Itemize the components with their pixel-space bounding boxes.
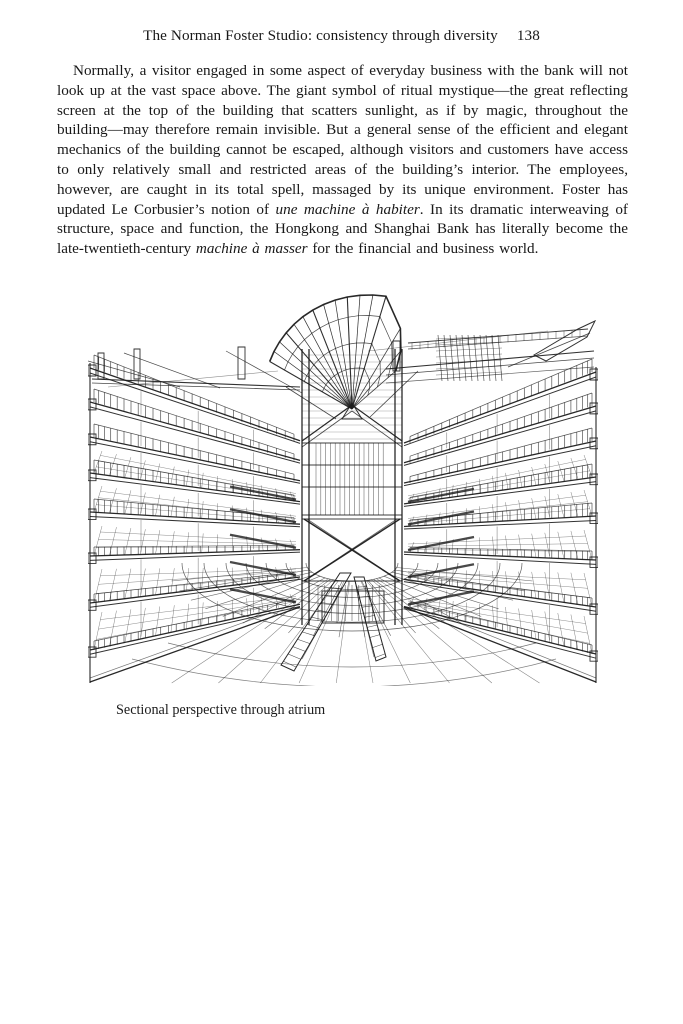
page-header	[0, 27, 683, 45]
italic-phrase: une machine à habiter	[275, 200, 420, 218]
figure-caption: Sectional perspective through atrium	[116, 702, 326, 718]
figure	[88, 291, 598, 719]
text-run: . In its dramatic interweaving of structure, space and function, the Hongkong and Shanghai Bank has literally become the late-twentieth-century	[57, 200, 628, 258]
sectional-perspective-drawing	[88, 291, 598, 686]
running-title: The Norman Foster Studio: consistency through diversity	[143, 27, 498, 44]
page-number: 138	[516, 27, 540, 44]
body-paragraph	[57, 61, 628, 259]
text-run: for the financial and business world.	[307, 240, 539, 258]
text-run: Normally, a visitor engaged in some aspect of everyday business with the bank will not look up at the vast space above. The giant symbol of ritual mystique—the great reflecting screen at the top of the building that scatters sunlight, as if by magic, throughout the building—may therefore remain invisible. But a general sense of the efficient and elegant mechanics of the building cannot be escaped, although visitors and customers have access to only relatively small and restricted areas of the building’s interior. The employees, however, are caught in its total spell, massaged by its unique environment. Foster has updated Le Corbusier’s notion of	[57, 62, 628, 218]
italic-phrase: machine à masser	[195, 240, 308, 258]
